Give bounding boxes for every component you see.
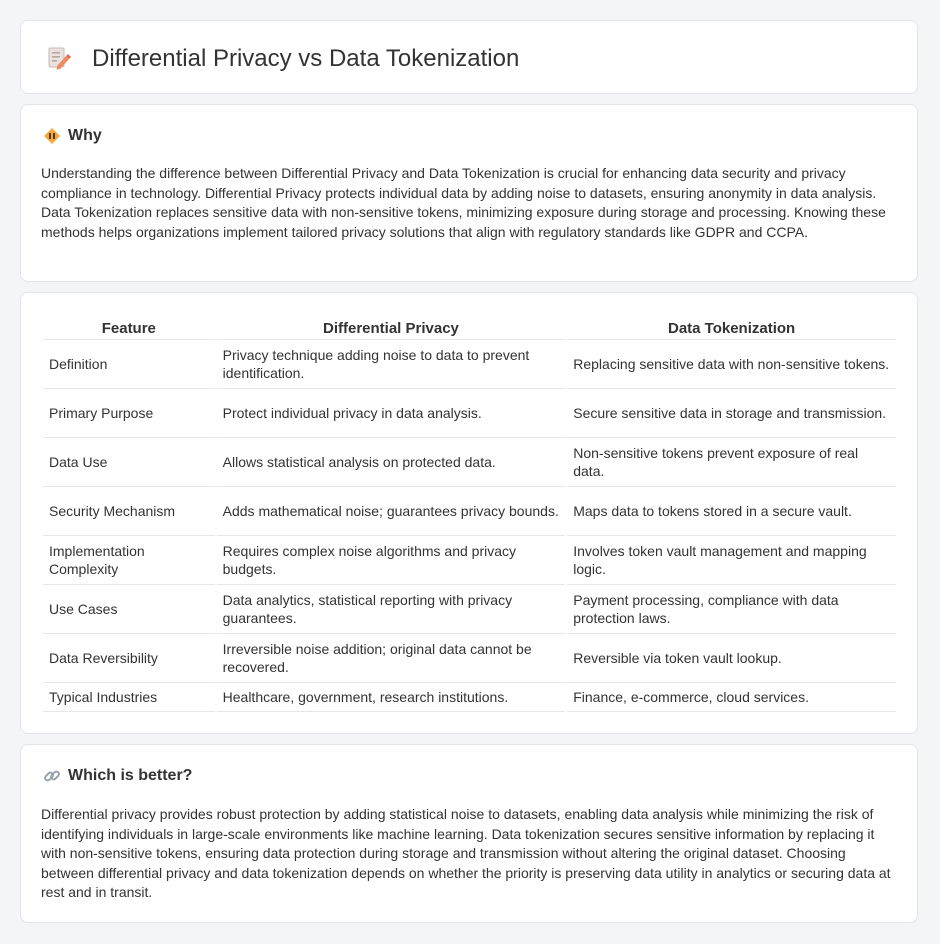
why-title: Why — [68, 127, 102, 144]
comparison-table — [41, 315, 898, 712]
better-title: Which is better? — [68, 767, 193, 784]
header-feature: Feature — [43, 315, 215, 340]
table-row — [43, 634, 896, 683]
why-heading — [43, 126, 102, 146]
feature-cell: Data Reversibility — [43, 634, 215, 683]
table-row — [43, 585, 896, 634]
diamond-warning-icon — [43, 127, 61, 145]
dt-cell: Finance, e-commerce, cloud services. — [567, 683, 896, 712]
table-row — [43, 536, 896, 585]
dp-cell: Healthcare, government, research institutions. — [217, 683, 566, 712]
why-section — [20, 104, 918, 282]
feature-cell: Definition — [43, 340, 215, 389]
feature-cell: Implementation Complexity — [43, 536, 215, 585]
which-better-section — [20, 744, 918, 923]
dt-cell: Involves token vault management and mapping logic. — [567, 536, 896, 585]
table-row — [43, 340, 896, 389]
header-data-tokenization: Data Tokenization — [567, 315, 896, 340]
dt-cell: Maps data to tokens stored in a secure vault. — [567, 487, 896, 536]
document-pencil-icon — [47, 45, 71, 71]
feature-cell: Typical Industries — [43, 683, 215, 712]
dp-cell: Irreversible noise addition; original data cannot be recovered. — [217, 634, 566, 683]
better-heading — [43, 766, 192, 786]
dt-cell: Replacing sensitive data with non-sensitive tokens. — [567, 340, 896, 389]
dt-cell: Non-sensitive tokens prevent exposure of real data. — [567, 438, 896, 487]
dp-cell: Data analytics, statistical reporting with privacy guarantees. — [217, 585, 566, 634]
comparison-section — [20, 292, 918, 734]
table-row — [43, 438, 896, 487]
table-header-row — [43, 315, 896, 340]
dt-cell: Secure sensitive data in storage and transmission. — [567, 389, 896, 438]
feature-cell: Use Cases — [43, 585, 215, 634]
dp-cell: Adds mathematical noise; guarantees privacy bounds. — [217, 487, 566, 536]
table-row — [43, 683, 896, 712]
dp-cell: Allows statistical analysis on protected data. — [217, 438, 566, 487]
table-row — [43, 389, 896, 438]
dp-cell: Requires complex noise algorithms and privacy budgets. — [217, 536, 566, 585]
title-card — [20, 20, 918, 94]
dt-cell: Payment processing, compliance with data protection laws. — [567, 585, 896, 634]
page-title: Differential Privacy vs Data Tokenization — [92, 45, 520, 72]
link-icon — [43, 767, 61, 785]
feature-cell: Security Mechanism — [43, 487, 215, 536]
dp-cell: Protect individual privacy in data analysis. — [217, 389, 566, 438]
feature-cell: Data Use — [43, 438, 215, 487]
header-differential-privacy: Differential Privacy — [217, 315, 566, 340]
better-text: Differential privacy provides robust protection by adding statistical noise to datasets, enabling data analysis while minimizing the risk of identifying individuals in large-scale environments like machine learning. Data tokenization secures sensitive information by replacing it with non-sensitive tokens, ensuring data protection during storage and transmission without altering the original dataset. Choosing between differential privacy and data tokenization depends on whether the priority is preserving data utility in analytics or securing data at rest and in transit. — [41, 806, 891, 901]
why-text: Understanding the difference between Differential Privacy and Data Tokenization is crucial for enhancing data security and privacy compliance in technology. Differential Privacy protects individual data by adding noise to datasets, ensuring anonymity in data analysis. Data Tokenization replaces sensitive data with non-sensitive tokens, minimizing exposure during storage and processing. Knowing these methods helps organizations implement tailored privacy solutions that align with regulatory standards like GDPR and CCPA. — [41, 165, 886, 240]
dt-cell: Reversible via token vault lookup. — [567, 634, 896, 683]
table-row — [43, 487, 896, 536]
feature-cell: Primary Purpose — [43, 389, 215, 438]
dp-cell: Privacy technique adding noise to data to prevent identification. — [217, 340, 566, 389]
